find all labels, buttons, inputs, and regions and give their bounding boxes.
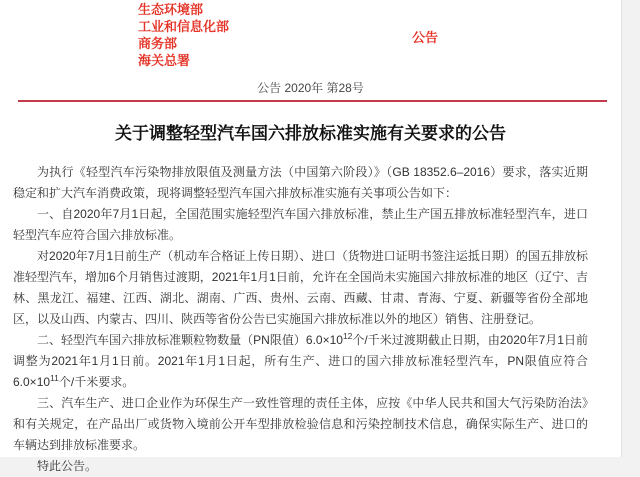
paragraph-closing: 特此公告。	[37, 459, 98, 473]
ministry-name-commerce: 商务部	[138, 36, 178, 51]
item2-text-part2: 个/千米过渡期截止日期，由2020年7月1日前调整为2021年1月1日前。2021年1月1日起，所有生产、进口的国六排放标准轻型汽车，PN限值应符合6.0×10	[13, 333, 588, 389]
pn-limit-exponent-11: 11	[50, 373, 59, 383]
notice-number: 公告 2020年 第28号	[257, 81, 364, 95]
item2-text-part1: 二、轻型汽车国六排放标准颗粒物数量（PN限值）6.0×10	[37, 333, 343, 347]
paragraph-item3: 三、汽车生产、进口企业作为环保生产一致性管理的责任主体，应按《中华人民共和国大气污染防治法》和有关规定，在产品出厂或货物入境前公开车型排放检验信息和污染控制技术信息，确保实际生产、进口的车辆达到排放标准要求。	[13, 396, 588, 452]
paragraph-intro: 为执行《轻型汽车污染物排放限值及测量方法（中国第六阶段）》（GB 18352.6–2016）要求，落实近期稳定和扩大汽车消费政策，现将调整轻型汽车国六排放标准实施有关事项公告如下：	[13, 165, 588, 200]
document-body	[13, 162, 588, 477]
pn-limit-exponent-12: 12	[342, 331, 353, 341]
item2-text-part3: 个/千米要求。	[58, 375, 135, 389]
paragraph-item2	[13, 330, 588, 393]
paragraph-item1: 一、自2020年7月1日起，全国范围实施轻型汽车国六排放标准，禁止生产国五排放标准轻型汽车，进口轻型汽车应符合国六排放标准。	[13, 207, 588, 242]
document-header	[0, 0, 621, 100]
red-divider-line	[18, 100, 607, 102]
ministry-name-customs: 海关总署	[138, 53, 191, 68]
paragraph-item1-transition: 对2020年7月1日前生产（机动车合格证上传日期）、进口（货物进口证明书签注运抵日期）的国五排放标准轻型汽车，增加6个月销售过渡期，2021年1月1日前，允许在全国尚未实施国六排放标准的地区（辽宁、吉林、黑龙江、福建、江西、湖北、湖南、广西、贵州、云南、西藏、甘肃、青海、宁夏、新疆等省份全部地区，以及山西、内蒙古、四川、陕西等省份公告已实施国六排放标准以外的地区）销售、注册登记。	[13, 249, 588, 326]
notice-label: 公告	[412, 30, 439, 45]
ministry-name-industry: 工业和信息化部	[138, 19, 230, 34]
document-title: 关于调整轻型汽车国六排放标准实施有关要求的公告	[115, 124, 506, 143]
ministry-name-ecology: 生态环境部	[138, 2, 204, 17]
issuing-ministries	[138, 1, 229, 69]
